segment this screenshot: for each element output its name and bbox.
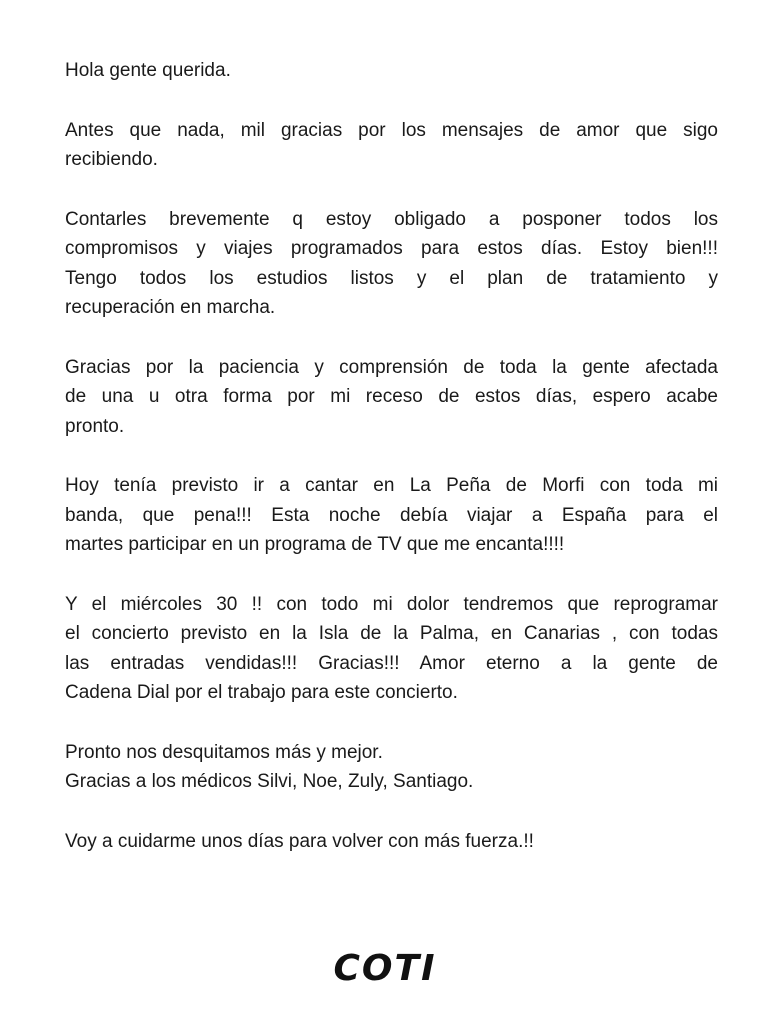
- text-line: las entradas vendidas!!! Gracias!!! Amor eterno a la gente de: [65, 652, 718, 674]
- text-line: compromisos y viajes programados para estos días. Estoy bien!!!: [65, 238, 718, 259]
- text-line: Voy a cuidarme unos días para volver con más fuerza.!!: [65, 830, 534, 852]
- text-line: Hola gente querida.: [65, 60, 231, 81]
- text-line: de una u otra forma por mi receso de estos días, espero acabe: [65, 386, 718, 407]
- text-line: Hoy tenía previsto ir a cantar en La Peña de Morfi con toda mi: [65, 475, 718, 496]
- paragraph: [65, 590, 718, 708]
- paragraph: [65, 827, 718, 857]
- text-line: Gracias por la paciencia y comprensión de toda la gente afectada: [65, 356, 718, 378]
- text-line: pronto.: [65, 415, 125, 437]
- text-line: el concierto previsto en la Isla de la Palma, en Canarias , con todas: [65, 623, 718, 644]
- paragraph: [65, 205, 718, 323]
- text-line: Y el miércoles 30 !! con todo mi dolor tendremos que reprogramar: [65, 593, 718, 615]
- signature: COTI: [333, 948, 437, 989]
- text-line: Antes que nada, mil gracias por los mensajes de amor que sigo: [65, 119, 718, 141]
- text-line: Contarles brevemente q estoy obligado a posponer todos los: [65, 208, 718, 230]
- paragraph: [65, 738, 718, 797]
- letter-body: [65, 56, 718, 886]
- text-line: martes participar en un programa de TV que me encanta!!!!: [65, 534, 565, 555]
- text-line: Tengo todos los estudios listos y el plan de tratamiento y: [65, 267, 718, 289]
- text-line: Gracias a los médicos Silvi, Noe, Zuly, Santiago.: [65, 771, 474, 792]
- paragraph: [65, 353, 718, 442]
- text-line: recibiendo.: [65, 149, 158, 170]
- paragraph: [65, 471, 718, 560]
- text-line: recuperación en marcha.: [65, 297, 276, 318]
- text-line: Cadena Dial por el trabajo para este concierto.: [65, 682, 458, 703]
- text-line: banda, que pena!!! Esta noche debía viajar a España para el: [65, 504, 718, 526]
- paragraph: [65, 56, 718, 86]
- text-line: Pronto nos desquitamos más y mejor.: [65, 741, 383, 763]
- paragraph: [65, 116, 718, 175]
